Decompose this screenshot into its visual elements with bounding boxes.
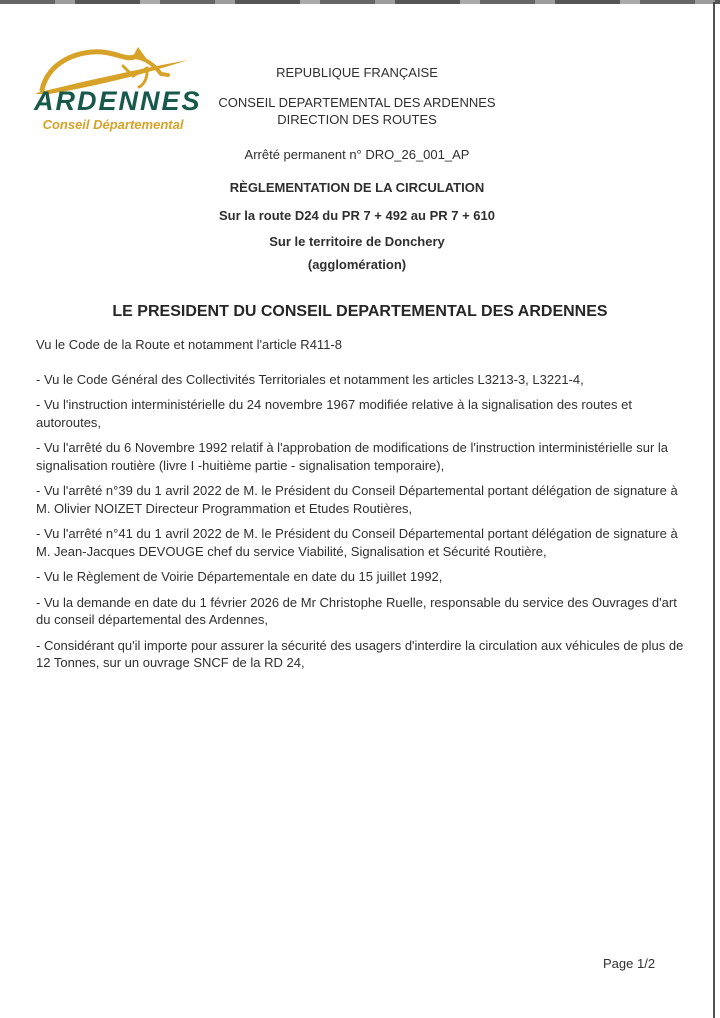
document-header [0, 64, 714, 273]
subject-line-2: Sur la route D24 du PR 7 + 492 au PR 7 + 610 [218, 208, 495, 223]
org-line: CONSEIL DEPARTEMENTAL DES ARDENNES [218, 95, 496, 110]
subject-line-1: RÈGLEMENTATION DE LA CIRCULATION [229, 180, 485, 195]
vu-paragraph: - Vu l'arrêté du 6 Novembre 1992 relatif à l'approbation de modifications de l'instruction interministérielle sur la signalisation routière (livre I -huitième partie - signalisation temporaire), [36, 440, 669, 473]
main-heading: LE PRESIDENT DU CONSEIL DEPARTEMENTAL DES ARDENNES [112, 303, 608, 320]
scan-artifact-top-edge [0, 0, 720, 4]
considerant-paragraph: - Considérant qu'il importe pour assurer la sécurité des usagers d'interdire la circulation aux véhicules de plus de 12 Tonnes, sur un ouvrage SNCF de la RD 24, [36, 637, 684, 670]
vu-paragraph: - Vu la demande en date du 1 février 2026 de Mr Christophe Ruelle, responsable du service des Ouvrages d'art du conseil départemental des Ardennes, [36, 594, 677, 627]
logo-title: ARDENNES [34, 86, 202, 116]
vu-paragraph: - Vu l'arrêté n°41 du 1 avril 2022 de M. le Président du Conseil Départemental portant délégation de signature à M. Jean-Jacques DEVOUGE chef du service Viabilité, Signalisation et Sécurité Routière, [36, 526, 678, 559]
subject-line-4: (agglomération) [307, 257, 407, 272]
vu-paragraph: - Vu le Règlement de Voirie Départementale en date du 15 juillet 1992, [36, 569, 443, 584]
decree-reference: Arrêté permanent n° DRO_26_001_AP [244, 147, 470, 162]
vu-paragraph: - Vu l'arrêté n°39 du 1 avril 2022 de M. le Président du Conseil Départemental portant délégation de signature à M. Olivier NOIZET Directeur Programmation et Etudes Routières, [36, 483, 678, 516]
direction-line: DIRECTION DES ROUTES [277, 112, 437, 127]
subject-line-3: Sur le territoire de Donchery [269, 234, 445, 249]
vu-paragraph: - Vu l'instruction interministérielle du 24 novembre 1967 modifiée relative à la signalisation des routes et autoroutes, [36, 397, 632, 430]
vu-paragraph: Vu le Code de la Route et notamment l'article R411-8 [36, 337, 342, 352]
vu-paragraph: - Vu le Code Général des Collectivités Territoriales et notamment les articles L3213-3, L3221-4, [36, 371, 584, 387]
logo-subtitle: Conseil Départemental [42, 117, 184, 132]
page-number: Page 1/2 [603, 956, 656, 971]
republic-line: REPUBLIQUE FRANÇAISE [276, 65, 438, 80]
document-body [36, 336, 692, 680]
